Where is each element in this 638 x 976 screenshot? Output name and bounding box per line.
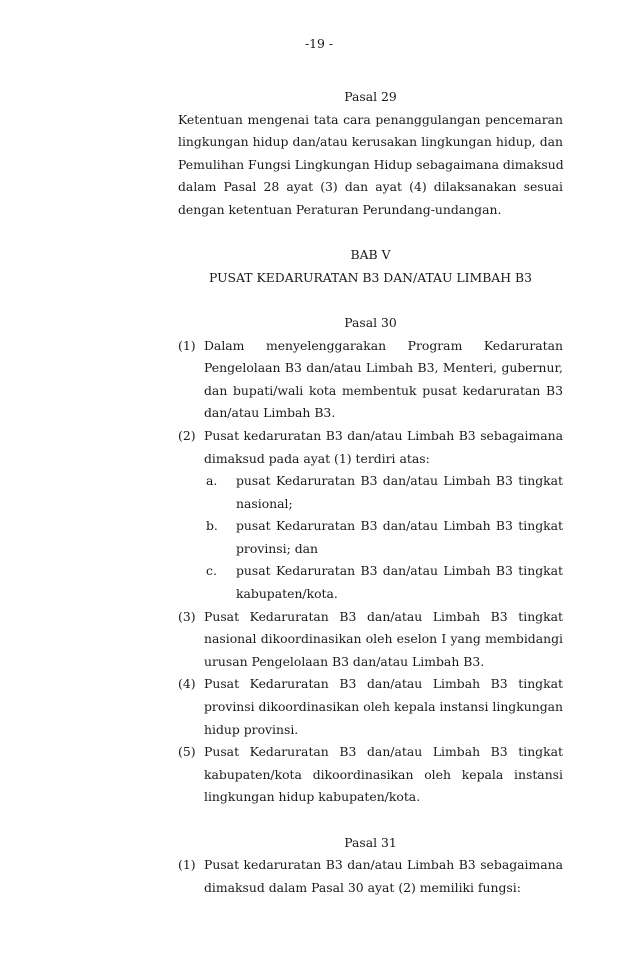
ayat-number: (3) bbox=[178, 608, 196, 624]
chapter-title: PUSAT KEDARURATAN B3 DAN/ATAU LIMBAH B3 bbox=[208, 269, 532, 285]
ayat-item bbox=[178, 741, 563, 809]
text-line: dan bupati/wali kota membentuk pusat kedaruratan B3 bbox=[204, 382, 563, 398]
text-line: Pengelolaan B3 dan/atau Limbah B3, Menteri, gubernur, bbox=[204, 360, 563, 376]
sub-item-letter: a. bbox=[206, 473, 218, 489]
text-line: Pusat Kedaruratan B3 dan/atau Limbah B3 tingkat bbox=[204, 676, 563, 692]
text-line: lingkungan hidup kabupaten/kota. bbox=[204, 789, 421, 805]
sub-item bbox=[178, 515, 563, 560]
ayat-number: (4) bbox=[178, 676, 196, 692]
document-body bbox=[178, 86, 563, 899]
text-line: urusan Pengelolaan B3 dan/atau Limbah B3. bbox=[204, 653, 485, 669]
text-line: lingkungan hidup dan/atau kerusakan lingkungan hidup, dan bbox=[178, 134, 563, 150]
text-line: dengan ketentuan Peraturan Perundang-undangan. bbox=[178, 201, 502, 217]
pasal-31-title: Pasal 31 bbox=[344, 834, 397, 850]
text-line: dan/atau Limbah B3. bbox=[204, 405, 336, 421]
pasal-29-title: Pasal 29 bbox=[344, 89, 397, 104]
text-line: provinsi dikoordinasikan oleh kepala instansi lingkungan bbox=[204, 699, 563, 715]
ayat-item bbox=[178, 425, 563, 470]
text-line: pusat Kedaruratan B3 dan/atau Limbah B3 tingkat bbox=[236, 563, 563, 579]
chapter-label: BAB V bbox=[350, 247, 391, 263]
text-line: kabupaten/kota. bbox=[236, 586, 338, 602]
text-line: kabupaten/kota dikoordinasikan oleh kepala instansi bbox=[204, 766, 563, 782]
text-line: Pusat kedaruratan B3 dan/atau Limbah B3 sebagaimana bbox=[204, 427, 563, 443]
ayat-item bbox=[178, 673, 563, 741]
text-line: dimaksud dalam Pasal 30 ayat (2) memiliki fungsi: bbox=[204, 879, 521, 895]
ayat-item bbox=[178, 854, 563, 899]
text-line: Pemulihan Fungsi Lingkungan Hidup sebagaimana dimaksud bbox=[178, 156, 564, 172]
ayat-number: (1) bbox=[178, 337, 196, 353]
sub-item-letter: c. bbox=[206, 563, 217, 579]
text-line: hidup provinsi. bbox=[204, 721, 299, 737]
pasal-30-title: Pasal 30 bbox=[344, 314, 397, 330]
text-line: nasional; bbox=[236, 495, 293, 511]
text-line: Pusat Kedaruratan B3 dan/atau Limbah B3 tingkat bbox=[204, 608, 563, 624]
sub-item bbox=[178, 470, 563, 515]
ayat-item bbox=[178, 335, 563, 425]
text-line: dalam Pasal 28 ayat (3) dan ayat (4) dilaksanakan sesuai bbox=[178, 179, 563, 195]
text-line: Ketentuan mengenai tata cara penanggulangan pencemaran bbox=[178, 111, 563, 127]
page-number: -19 - bbox=[304, 36, 334, 51]
pasal-29-text bbox=[178, 109, 563, 222]
text-line: Pusat kedaruratan B3 dan/atau Limbah B3 sebagaimana bbox=[204, 857, 563, 873]
text-line: dimaksud pada ayat (1) terdiri atas: bbox=[204, 450, 430, 466]
ayat-number: (1) bbox=[178, 857, 196, 873]
ayat-number: (5) bbox=[178, 744, 196, 760]
text-line: Dalam menyelenggarakan Program Kedaruratan bbox=[204, 337, 563, 353]
text-line: pusat Kedaruratan B3 dan/atau Limbah B3 tingkat bbox=[236, 518, 563, 534]
text-line: pusat Kedaruratan B3 dan/atau Limbah B3 tingkat bbox=[236, 473, 563, 489]
sub-item-letter: b. bbox=[206, 518, 218, 534]
text-line: nasional dikoordinasikan oleh eselon I yang membidangi bbox=[204, 631, 563, 647]
ayat-item bbox=[178, 606, 563, 674]
sub-item bbox=[178, 560, 563, 605]
text-line: Pusat Kedaruratan B3 dan/atau Limbah B3 tingkat bbox=[204, 744, 563, 760]
ayat-number: (2) bbox=[178, 427, 196, 443]
text-line: provinsi; dan bbox=[236, 540, 318, 556]
